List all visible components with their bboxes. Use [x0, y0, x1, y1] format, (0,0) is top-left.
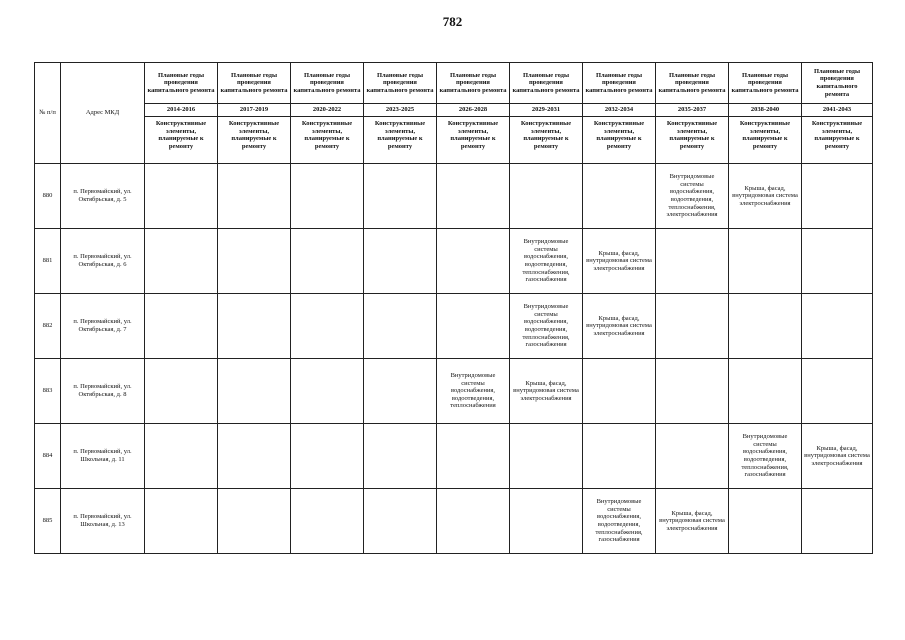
work-cell [364, 359, 437, 424]
work-cell [583, 164, 656, 229]
row-number: 881 [35, 229, 61, 294]
years-header: 2029-2031 [510, 104, 583, 117]
work-cell [729, 229, 802, 294]
work-cell [364, 229, 437, 294]
plan-header: Плановые годы проведения капитального ремонта [364, 63, 437, 104]
elements-header: Конструктивные элементы, планируемые к ремонту [364, 117, 437, 164]
plan-header: Плановые годы проведения капитального ремонта [218, 63, 291, 104]
work-cell [364, 489, 437, 554]
work-cell [510, 164, 583, 229]
row-number: 880 [35, 164, 61, 229]
work-cell [583, 359, 656, 424]
years-header: 2035-2037 [656, 104, 729, 117]
capital-repair-table [34, 62, 873, 554]
page-number: 782 [442, 14, 463, 29]
plan-header: Плановые годы проведения капитального ремонта [291, 63, 364, 104]
row-number: 885 [35, 489, 61, 554]
header-plan-row [35, 63, 873, 104]
work-cell: Внутридомовые системы водоснабжения, водоотведения, теплоснабжения, электроснабжения [656, 164, 729, 229]
elements-header: Конструктивные элементы, планируемые к ремонту [583, 117, 656, 164]
table-row [35, 294, 873, 359]
elements-header: Конструктивные элементы, планируемые к ремонту [218, 117, 291, 164]
elements-header: Конструктивные элементы, планируемые к ремонту [510, 117, 583, 164]
table-row [35, 489, 873, 554]
elements-header: Конструктивные элементы, планируемые к ремонту [656, 117, 729, 164]
years-header: 2020-2022 [291, 104, 364, 117]
address-header: Адрес МКД [61, 63, 145, 164]
work-cell [437, 489, 510, 554]
work-cell [291, 164, 364, 229]
elements-header: Конструктивные элементы, планируемые к ремонту [291, 117, 364, 164]
table-row [35, 164, 873, 229]
work-cell [291, 294, 364, 359]
row-address: п. Первомайский, ул. Школьная, д. 13 [61, 489, 145, 554]
work-cell [145, 229, 218, 294]
work-cell [510, 489, 583, 554]
work-cell [510, 424, 583, 489]
header-elements-row [35, 117, 873, 164]
row-number: 884 [35, 424, 61, 489]
work-cell [291, 359, 364, 424]
work-cell [145, 164, 218, 229]
row-address: п. Первомайский, ул. Октябрьская, д. 8 [61, 359, 145, 424]
header-years-row [35, 104, 873, 117]
work-cell [218, 424, 291, 489]
work-cell [364, 294, 437, 359]
work-cell [583, 424, 656, 489]
work-cell [145, 294, 218, 359]
work-cell [218, 359, 291, 424]
elements-header: Конструктивные элементы, планируемые к ремонту [802, 117, 873, 164]
work-cell [729, 489, 802, 554]
plan-header: Плановые годы проведения капитального ремонта [729, 63, 802, 104]
work-cell: Крыша, фасад, внутридомовая система электроснабжения [656, 489, 729, 554]
elements-header: Конструктивные элементы, планируемые к ремонту [437, 117, 510, 164]
work-cell [729, 359, 802, 424]
work-cell: Крыша, фасад, внутридомовая система электроснабжения [583, 229, 656, 294]
plan-header: Плановые годы проведения капитального ремонта [656, 63, 729, 104]
work-cell: Внутридомовые системы водоснабжения, водоотведения, теплоснабжения [437, 359, 510, 424]
plan-header: Плановые годы проведения капитального ремонта [583, 63, 656, 104]
work-cell [291, 489, 364, 554]
work-cell: Внутридомовые системы водоснабжения, водоотведения, теплоснабжения, газоснабжения [729, 424, 802, 489]
table-row [35, 424, 873, 489]
work-cell: Крыша, фасад, внутридомовая система электроснабжения [583, 294, 656, 359]
work-cell: Крыша, фасад, внутридомовая система электроснабжения [510, 359, 583, 424]
row-address: п. Первомайский, ул. Октябрьская, д. 7 [61, 294, 145, 359]
work-cell [802, 294, 873, 359]
years-header: 2017-2019 [218, 104, 291, 117]
table-row [35, 359, 873, 424]
plan-header: Плановые годы проведения капитального ремонта [510, 63, 583, 104]
work-cell [656, 229, 729, 294]
work-cell [145, 424, 218, 489]
work-cell [145, 489, 218, 554]
work-cell [218, 294, 291, 359]
work-cell [218, 489, 291, 554]
work-cell [145, 359, 218, 424]
work-cell [291, 424, 364, 489]
work-cell [656, 294, 729, 359]
work-cell: Крыша, фасад, внутридомовая система электроснабжения [802, 424, 873, 489]
years-header: 2014-2016 [145, 104, 218, 117]
years-header: 2032-2034 [583, 104, 656, 117]
years-header: 2023-2025 [364, 104, 437, 117]
plan-header: Плановые годы проведения капитального ремонта [802, 63, 873, 104]
plan-header: Плановые годы проведения капитального ремонта [437, 63, 510, 104]
row-number: 883 [35, 359, 61, 424]
row-number: 882 [35, 294, 61, 359]
plan-header: Плановые годы проведения капитального ремонта [145, 63, 218, 104]
row-address: п. Первомайский, ул. Октябрьская, д. 5 [61, 164, 145, 229]
work-cell [218, 229, 291, 294]
row-address: п. Первомайский, ул. Октябрьская, д. 6 [61, 229, 145, 294]
years-header: 2038-2040 [729, 104, 802, 117]
work-cell [437, 424, 510, 489]
work-cell [437, 164, 510, 229]
years-header: 2026-2028 [437, 104, 510, 117]
years-header: 2041-2043 [802, 104, 873, 117]
work-cell [802, 164, 873, 229]
work-cell [364, 164, 437, 229]
row-address: п. Первомайский, ул. Школьная, д. 11 [61, 424, 145, 489]
work-cell [729, 294, 802, 359]
work-cell [802, 489, 873, 554]
work-cell [802, 229, 873, 294]
work-cell [656, 359, 729, 424]
elements-header: Конструктивные элементы, планируемые к ремонту [145, 117, 218, 164]
work-cell [656, 424, 729, 489]
table-row [35, 229, 873, 294]
work-cell [218, 164, 291, 229]
work-cell: Внутридомовые системы водоснабжения, водоотведения, теплоснабжения, газоснабжения [583, 489, 656, 554]
work-cell [437, 229, 510, 294]
work-cell: Внутридомовые системы водоснабжения, водоотведения, теплоснабжения, газоснабжения [510, 294, 583, 359]
work-cell [364, 424, 437, 489]
work-cell [291, 229, 364, 294]
work-cell: Крыша, фасад, внутридомовая система электроснабжения [729, 164, 802, 229]
elements-header: Конструктивные элементы, планируемые к ремонту [729, 117, 802, 164]
num-header: № п/п [35, 63, 61, 164]
work-cell [802, 359, 873, 424]
work-cell [437, 294, 510, 359]
work-cell: Внутридомовые системы водоснабжения, водоотведения, теплоснабжения, газоснабжения [510, 229, 583, 294]
